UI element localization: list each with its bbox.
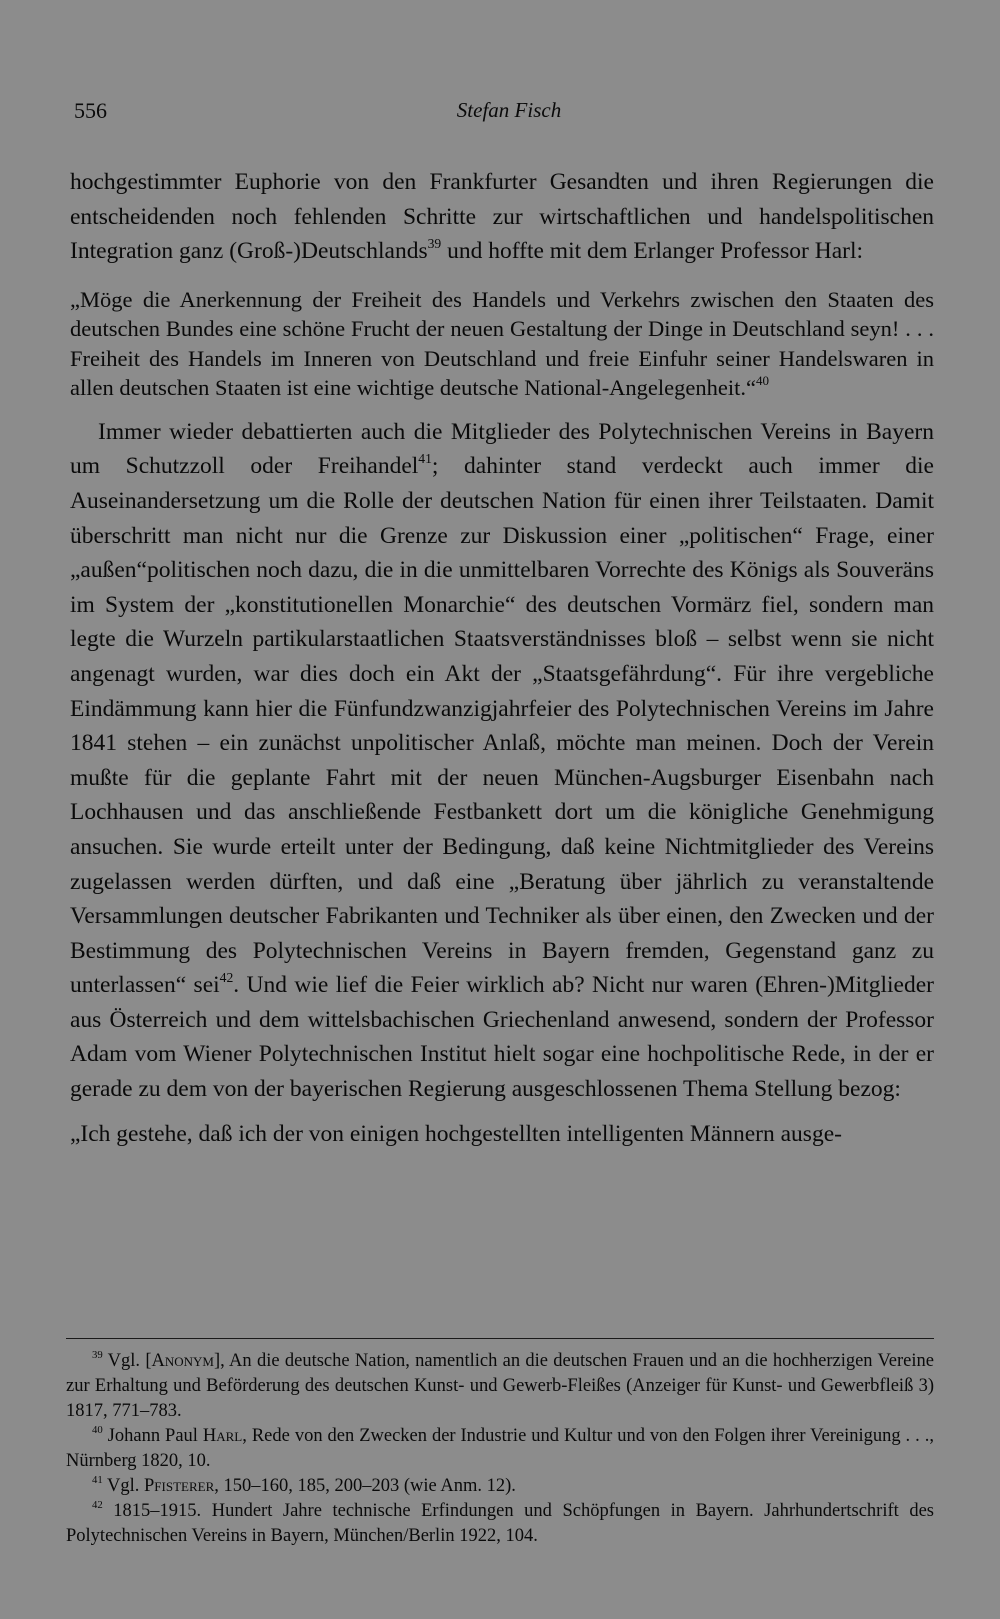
footnote-author: Anonym: [151, 1351, 214, 1371]
footnote-number: 42: [92, 1498, 103, 1511]
block-quote-1: [70, 285, 934, 403]
paragraph-2: [70, 415, 934, 1107]
footnote-42: [66, 1499, 934, 1549]
block-quote-1-text: „Möge die Anerkennung der Freiheit des Handels und Verkehrs zwischen den Staaten des deutschen Bundes eine schöne Frucht der neuen Gestaltung der Dinge in Deutschland seyn! . . . Freiheit des Handels im Inneren von Deutschland und freie Einfuhr seiner Handelswaren in allen deutschen Staaten ist eine wichtige deutsche National-Angelegenheit.“: [70, 286, 934, 401]
footnote-39: [66, 1349, 934, 1424]
footnote-text: , 150–160, 185, 200–203 (wie Anm. 12).: [214, 1476, 516, 1496]
footnote-number: 40: [92, 1423, 103, 1436]
footnote-text: Johann Paul: [102, 1426, 203, 1446]
footnote-ref-42: 42: [219, 970, 234, 986]
paragraph-1: [70, 165, 934, 269]
paragraph-2-text-c: . Und wie lief die Feier wirklich ab? Nicht nur waren (Ehren-)Mitglieder aus Österreich und dem wittelsbachischen Griechenland anwesend, sondern der Professor Adam vom Wiener Polytechnischen Institut hielt sogar eine hochpolitische Rede, in der er gerade zu dem von der bayerischen Regierung ausgeschlossenen Thema Stellung bezog:: [70, 972, 934, 1103]
paragraph-2-text-a: Immer wieder debattierten auch die Mitglieder des Polytechnischen Vereins in Bayern um Schutzzoll oder Freihandel: [70, 418, 934, 480]
footnote-ref-40: 40: [756, 373, 770, 389]
footnote-text: Vgl. [: [102, 1351, 152, 1371]
footnote-author: Harl: [202, 1426, 243, 1446]
paragraph-2-text-b: ; dahinter stand verdeckt auch immer die Auseinandersetzung um die Rolle der deutschen Nation für einen ihrer Teilstaaten. Damit überschritt man nicht nur die Grenze zur Diskussion einer „politischen“ Frage, einer „außen“politischen noch dazu, die in die unmittelbaren Vorrechte des Königs als Souveräns im System der „konstitutionellen Monarchie“ des deutschen Vormärz fiel, sondern man legte die Wurzeln partikularstaatlichen Staatsverständnisses bloß – selbst wenn sie nicht angenagt wurden, war dies doch ein Akt der „Staatsgefährdung“. Für ihre vergebliche Eindämmung kann hier die Fünfundzwanzigjahrfeier des Polytechnischen Vereins im Jahre 1841 stehen – ein zunächst unpolitischer Anlaß, möchte man meinen. Doch der Verein mußte für die geplante Fahrt mit der neuen München-Augsburger Eisenbahn nach Lochhausen und das anschließende Festbankett dort um die königliche Genehmigung ansuchen. Sie wurde erteilt unter der Bedingung, daß keine Nichtmitglieder des Vereins zugelassen werden dürften, und daß eine „Beratung über jährlich zu veranstaltende Versammlungen deutscher Fabrikanten und Techniker als über einen, den Zwecken und der Bestimmung des Polytechnischen Vereins in Bayern fremden, Gegenstand ganz zu unterlassen“ sei: [70, 453, 934, 999]
page-header: [74, 98, 944, 132]
footnote-40: [66, 1424, 934, 1474]
footnote-text: ], An die deutsche Nation, namentlich an die deutschen Frauen und an die hochherzigen Vereine zur Erhaltung und Beförderung des deutschen Kunst- und Gewerb-Fleißes (Anzeiger für Kunst- und Gewerbfleiß 3) 1817, 771–783.: [66, 1351, 934, 1421]
footnote-text: 1815–1915. Hundert Jahre technische Erfindungen und Schöpfungen in Bayern. Jahrhundertschrift des Polytechnischen Vereins in Bayern, München/Berlin 1922, 104.: [66, 1501, 934, 1546]
paragraph-1-text-b: und hoffte mit dem Erlanger Professor Harl:: [441, 238, 864, 265]
footnote-author: Pfisterer: [144, 1476, 215, 1496]
page-number: 556: [74, 98, 107, 123]
paragraph-3: „Ich gestehe, daß ich der von einigen hochgestellten intelligenten Männern ausge-: [70, 1120, 842, 1147]
footnote-41: [66, 1474, 934, 1499]
footnote-number: 39: [92, 1348, 103, 1361]
paragraph-1-text-a: hochgestimmter Euphorie von den Frankfurter Gesandten und ihren Regierungen die entscheidenden noch fehlenden Schritte zur wirtschaftlichen und handelspolitischen Integration ganz (Groß-)Deutschlands: [70, 169, 934, 265]
main-text: [70, 165, 934, 1151]
footnote-text: Vgl.: [102, 1476, 145, 1496]
footnotes: [66, 1349, 934, 1549]
footnote-ref-39: 39: [427, 236, 442, 251]
footnote-text: , Rede von den Zwecken der Industrie und Kultur und von den Folgen ihrer Vereinigung . . ., Nürnberg 1820, 10.: [66, 1426, 934, 1471]
footnote-number: 41: [92, 1473, 103, 1486]
running-head: Stefan Fisch: [456, 98, 562, 122]
footnote-divider: [66, 1338, 934, 1339]
footnote-ref-41: 41: [418, 451, 432, 467]
